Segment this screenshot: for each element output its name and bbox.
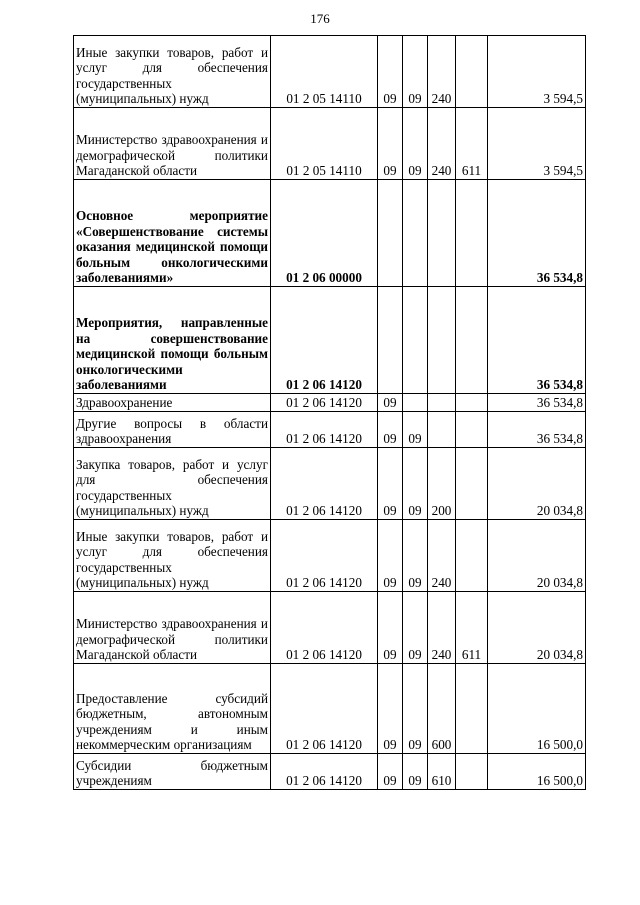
budget-table: [73, 35, 586, 790]
row-admin-cell: [456, 180, 488, 287]
row-name-cell: Другие вопросы в области здравоохранения: [74, 412, 271, 448]
row-code-cell: 01 2 06 14120: [271, 592, 378, 664]
row-amount-cell: 20 034,8: [488, 448, 586, 520]
row-amount-cell: 3 594,5: [488, 36, 586, 108]
table-row: [74, 754, 586, 790]
row-name-cell: Здравоохранение: [74, 394, 271, 412]
row-subsection-cell: [403, 180, 428, 287]
row-code-cell: 01 2 06 14120: [271, 448, 378, 520]
row-name-cell: Закупка товаров, работ и услуг для обеспечения государственных (муниципальных) нужд: [74, 448, 271, 520]
row-code-cell: 01 2 06 14120: [271, 520, 378, 592]
row-name-cell: Основное мероприятие «Совершенствование системы оказания медицинской помощи больным онкологическими заболеваниями»: [74, 180, 271, 287]
row-subsection-cell: 09: [403, 664, 428, 754]
row-admin-cell: [456, 394, 488, 412]
row-expense-type-cell: [428, 394, 456, 412]
row-expense-type-cell: [428, 287, 456, 394]
row-name-cell: Предоставление субсидий бюджетным, автономным учреждениям и иным некоммерческим организациям: [74, 664, 271, 754]
row-expense-type-cell: 610: [428, 754, 456, 790]
row-name-cell: Субсидии бюджетным учреждениям: [74, 754, 271, 790]
table-row: [74, 394, 586, 412]
row-expense-type-cell: 240: [428, 592, 456, 664]
row-section-cell: 09: [378, 108, 403, 180]
row-code-cell: 01 2 06 14120: [271, 664, 378, 754]
row-expense-type-cell: 600: [428, 664, 456, 754]
table-row: [74, 412, 586, 448]
row-name-cell: Иные закупки товаров, работ и услуг для обеспечения государственных (муниципальных) нужд: [74, 36, 271, 108]
row-code-cell: 01 2 06 14120: [271, 287, 378, 394]
table-row: [74, 180, 586, 287]
row-section-cell: 09: [378, 412, 403, 448]
row-admin-cell: 611: [456, 108, 488, 180]
budget-table-body: [74, 36, 586, 790]
row-name-cell: Министерство здравоохранения и демографической политики Магаданской области: [74, 108, 271, 180]
row-amount-cell: 16 500,0: [488, 664, 586, 754]
row-admin-cell: [456, 287, 488, 394]
row-code-cell: 01 2 06 14120: [271, 394, 378, 412]
row-admin-cell: [456, 448, 488, 520]
row-subsection-cell: 09: [403, 448, 428, 520]
row-subsection-cell: 09: [403, 412, 428, 448]
row-subsection-cell: 09: [403, 520, 428, 592]
row-code-cell: 01 2 05 14110: [271, 108, 378, 180]
row-section-cell: 09: [378, 448, 403, 520]
row-name-cell: Министерство здравоохранения и демографической политики Магаданской области: [74, 592, 271, 664]
row-amount-cell: 36 534,8: [488, 287, 586, 394]
row-expense-type-cell: 240: [428, 36, 456, 108]
table-row: [74, 592, 586, 664]
table-row: [74, 108, 586, 180]
row-amount-cell: 16 500,0: [488, 754, 586, 790]
row-section-cell: 09: [378, 520, 403, 592]
row-admin-cell: [456, 36, 488, 108]
row-name-cell: Мероприятия, направленные на совершенствование медицинской помощи больным онкологическими заболеваниями: [74, 287, 271, 394]
row-amount-cell: 3 594,5: [488, 108, 586, 180]
table-row: [74, 448, 586, 520]
row-subsection-cell: 09: [403, 108, 428, 180]
row-amount-cell: 36 534,8: [488, 180, 586, 287]
table-row: [74, 36, 586, 108]
row-section-cell: 09: [378, 754, 403, 790]
row-subsection-cell: 09: [403, 36, 428, 108]
row-section-cell: 09: [378, 592, 403, 664]
row-subsection-cell: [403, 394, 428, 412]
row-amount-cell: 36 534,8: [488, 412, 586, 448]
row-amount-cell: 20 034,8: [488, 592, 586, 664]
row-admin-cell: [456, 754, 488, 790]
table-row: [74, 664, 586, 754]
row-subsection-cell: 09: [403, 754, 428, 790]
row-admin-cell: [456, 520, 488, 592]
row-expense-type-cell: 240: [428, 520, 456, 592]
page-number: 176: [310, 11, 330, 26]
row-code-cell: 01 2 06 14120: [271, 412, 378, 448]
row-expense-type-cell: [428, 412, 456, 448]
row-section-cell: 09: [378, 36, 403, 108]
row-admin-cell: [456, 412, 488, 448]
row-amount-cell: 36 534,8: [488, 394, 586, 412]
row-section-cell: [378, 287, 403, 394]
table-row: [74, 287, 586, 394]
row-section-cell: [378, 180, 403, 287]
row-name-cell: Иные закупки товаров, работ и услуг для обеспечения государственных (муниципальных) нужд: [74, 520, 271, 592]
row-code-cell: 01 2 05 14110: [271, 36, 378, 108]
row-subsection-cell: [403, 287, 428, 394]
row-section-cell: 09: [378, 394, 403, 412]
row-expense-type-cell: 240: [428, 108, 456, 180]
row-section-cell: 09: [378, 664, 403, 754]
row-amount-cell: 20 034,8: [488, 520, 586, 592]
row-code-cell: 01 2 06 00000: [271, 180, 378, 287]
row-admin-cell: [456, 664, 488, 754]
row-admin-cell: 611: [456, 592, 488, 664]
row-subsection-cell: 09: [403, 592, 428, 664]
table-row: [74, 520, 586, 592]
row-code-cell: 01 2 06 14120: [271, 754, 378, 790]
row-expense-type-cell: [428, 180, 456, 287]
row-expense-type-cell: 200: [428, 448, 456, 520]
